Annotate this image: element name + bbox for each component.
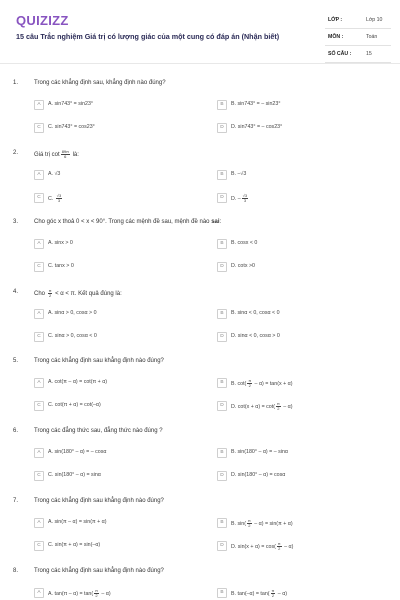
question-text-part: Cho [34,291,47,298]
question-3 [0,219,400,289]
option-letter-box[interactable]: B [217,588,227,598]
option-text [231,519,293,528]
fraction-denominator: 6 [64,154,67,159]
question-text: Trong các khẳng định sau khẳng định nào đúng? [34,498,164,504]
question-text [34,150,384,159]
option-text-part: D. cot(x + α) = cot( [231,403,275,410]
fraction [242,194,248,203]
question-1 [0,80,400,150]
fraction-denominator: 3 [243,198,247,203]
question-text: Trong các khẳng định sau khẳng định nào đúng? [34,358,164,364]
meta-label: MÔN : [328,34,344,40]
question-text: Trong các khẳng định sau khẳng định nào đúng? [34,568,164,574]
option-letter-box[interactable]: B [217,100,227,110]
fraction-denominator: 2 [271,593,275,598]
option-text [231,589,287,598]
option-text: C. sin(π + α) = sin(–α) [48,542,101,548]
option-text: B. cosx < 0 [231,240,258,246]
option-text: C. cot(π + α) = cot(–α) [48,402,101,408]
option-text: B. sinα < 0, cosα < 0 [231,310,280,316]
option-text: C. sinα > 0, cosα < 0 [48,333,97,339]
fraction-denominator: 2 [278,546,281,551]
meta-value: 15 [366,51,372,57]
option-text: A. √3 [48,171,61,177]
question-text [34,219,384,225]
option-letter-box[interactable]: B [217,518,227,528]
meta-value: Lớp 10 [366,17,383,23]
option-letter-box[interactable]: C [34,541,44,551]
fraction-numerator: π [248,518,251,523]
question-2 [0,150,400,220]
option-text-part: – α) [281,403,293,410]
fraction-numerator: π [248,378,252,383]
option-letter-box[interactable]: B [217,448,227,458]
header-divider [0,63,400,64]
option-text [48,589,111,598]
question-text-bold: sai [211,219,220,225]
option-text: A. sin(π – α) = sin(π + α) [48,519,107,525]
option-letter-box[interactable]: D [217,193,227,203]
question-number: 7. [13,498,19,504]
option-text [231,379,292,388]
meta-label: SỐ CÂU : [328,51,352,57]
option-text-part: B. sin( [231,520,247,527]
fraction-denominator: 2 [248,383,251,388]
question-text-part: : [219,219,222,225]
option-letter-box[interactable]: C [34,332,44,342]
option-letter-box[interactable]: B [217,378,227,388]
option-text: D. cotx >0 [231,263,255,269]
option-letter-box[interactable]: C [34,193,44,203]
option-letter-box[interactable]: D [217,123,227,133]
option-letter-box[interactable]: C [34,401,44,411]
question-number: 4. [13,289,19,295]
question-number: 3. [13,219,19,225]
meta-row-count [325,46,391,63]
quizizz-logo: QUIZIZZ [16,13,69,28]
option-letter-box[interactable]: A [34,378,44,388]
fraction-numerator: π [276,401,280,406]
option-text: B. sin743° = – sin23° [231,101,281,107]
question-8 [0,568,400,600]
question-number: 6. [13,428,19,434]
question-text: Trong các khẳng định sau, khẳng định nào đúng? [34,80,166,86]
question-7 [0,498,400,568]
question-6 [0,428,400,498]
fraction-numerator: π [48,288,52,293]
question-number: 2. [13,150,19,156]
meta-label: LỚP : [328,17,343,23]
option-letter-box[interactable]: C [34,262,44,272]
option-text-part: – α) [99,590,111,597]
option-letter-box[interactable]: C [34,471,44,481]
option-letter-box[interactable]: D [217,401,227,411]
option-text [231,194,249,203]
fraction [48,289,53,298]
fraction [247,519,252,528]
fraction [271,589,276,598]
option-letter-box[interactable]: C [34,123,44,133]
option-letter-box[interactable]: B [217,239,227,249]
fraction-denominator: 3 [57,198,61,203]
option-letter-box[interactable]: D [217,471,227,481]
fraction [94,589,99,598]
option-text: A. sinx > 0 [48,240,73,246]
option-text: B. –√3 [231,171,247,177]
option-text-part: C. [48,195,55,202]
option-text: C. tanx > 0 [48,263,74,269]
option-letter-box[interactable]: A [34,518,44,528]
option-text-part: – α) [282,543,294,550]
meta-row-subject [325,29,391,46]
option-text: A. sin743° = sin23° [48,101,94,107]
option-text-part: – α) [276,590,288,597]
meta-value: Toán [366,34,378,40]
option-letter-box[interactable]: B [217,170,227,180]
question-number: 5. [13,358,19,364]
option-text: D. sin(180° – α) = cosα [231,472,286,478]
meta-table [325,12,391,63]
option-letter-box[interactable]: A [34,100,44,110]
option-letter-box[interactable]: A [34,170,44,180]
option-text [48,194,63,203]
question-text-part: Giá trị cot [34,152,60,159]
option-text: C. sin743° = cos23° [48,124,95,130]
option-text-part: B. tan(–α) = tan( [231,590,270,597]
fraction [56,194,62,203]
question-text-part: là: [70,152,79,159]
option-letter-box[interactable]: D [217,262,227,272]
fraction [276,402,281,411]
option-letter-box[interactable]: D [217,541,227,551]
option-letter-box[interactable]: A [34,309,44,319]
option-letter-box[interactable]: A [34,588,44,598]
worksheet-header [0,0,400,62]
option-text: D. sinα < 0, cosα > 0 [231,333,280,339]
option-text: A. cot(π – α) = cot(π + α) [48,379,108,385]
question-5 [0,358,400,428]
question-text-part: < α < π. Kết quả đúng là: [53,291,122,298]
option-text-part: – α) = tan(x + α) [253,380,293,387]
question-text: Trong các đẳng thức sau, đẳng thức nào đúng ? [34,428,163,434]
option-letter-box[interactable]: D [217,332,227,342]
fraction-denominator: 2 [48,293,52,298]
fraction-numerator: π [277,541,281,546]
fraction-denominator: 2 [248,523,251,528]
fraction-denominator: 2 [277,406,280,411]
fraction [247,379,252,388]
question-number: 1. [13,80,19,86]
option-letter-box[interactable]: A [34,239,44,249]
question-4 [0,289,400,359]
option-letter-box[interactable]: A [34,448,44,458]
question-text-part: Cho góc x thoả 0 < x < 90°. Trong các mệnh đề sau, mệnh đề nào [34,219,212,225]
fraction-denominator: 2 [95,593,98,598]
option-text-part: D. – [231,195,241,202]
fraction-numerator: π [271,588,275,593]
fraction-numerator: π [95,588,98,593]
option-text: A. sin(180° – α) = – cosα [48,449,107,455]
meta-row-class [325,12,391,29]
option-text [231,542,293,551]
worksheet-title: 15 câu Trắc nghiệm Giá trị có lượng giác của một cung có đáp án (Nhận biết) [16,32,280,41]
option-text: A. sinα > 0, cosα > 0 [48,310,97,316]
fraction [277,542,282,551]
question-number: 8. [13,568,19,574]
option-text: B. sin(180° – α) = – sinα [231,449,288,455]
option-text-part: A. tan(π – α) = tan( [48,590,94,597]
option-text: C. sin(180° – α) = sinα [48,472,101,478]
option-text-part: B. cot( [231,380,247,387]
option-text [231,402,292,411]
fraction [61,150,70,159]
option-text-part: D. sin(x + α) = cos( [231,543,276,550]
fraction-numerator: √3 [242,193,248,198]
option-letter-box[interactable]: B [217,309,227,319]
option-text: D. sin743° = – cos23° [231,124,283,130]
fraction-numerator: 89π [61,149,69,154]
question-text [34,289,384,298]
option-text-part: – α) = sin(π + α) [252,520,293,527]
fraction-numerator: √3 [56,193,62,198]
